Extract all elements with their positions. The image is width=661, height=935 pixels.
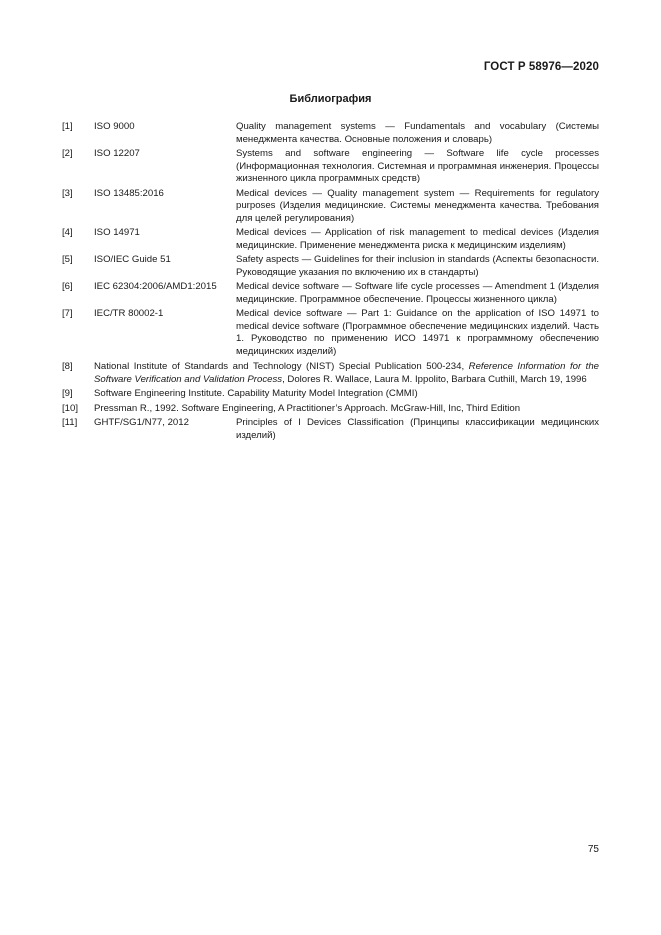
entry-description: Pressman R., 1992. Software Engineering, A Practitioner’s Approach. McGraw-Hill, Inc, Third Edition [94, 402, 521, 414]
bibliography-list [62, 121, 599, 444]
entry-description: Safety aspects — Guidelines for their inclusion in standards (Аспекты безопасности. Руководящие указания по включению их в стандарты) [236, 254, 599, 278]
entry-title-italic: Reference Information for the Software Verification and Validation Process [94, 361, 599, 385]
standard-code: ISO 9000 [94, 121, 135, 132]
bibliography-entry-1 [62, 121, 599, 146]
bibliography-entry-5 [62, 254, 599, 279]
entry-description: Software Engineering Institute. Capability Maturity Model Integration (CMMI) [94, 388, 418, 399]
standard-code: ISO 13485:2016 [94, 187, 164, 199]
standard-code: IEC 62304:2006/AMD1:2015 [94, 281, 217, 292]
entry-description: Quality management systems — Fundamentals and vocabulary (Системы менеджмента качества. Основные положения и словарь) [236, 121, 599, 145]
entry-number: [10] [62, 402, 79, 414]
bibliography-entry-2 [62, 148, 599, 186]
standard-code: GHTF/SG1/N77, 2012 [94, 417, 189, 428]
bibliography-entry-7 [62, 308, 599, 358]
entry-number: [3] [62, 187, 73, 199]
document-code: ГОСТ Р 58976—2020 [483, 61, 599, 73]
entry-description: Principles of I Devices Classification (Принципы классификации медицинских изделий) [236, 417, 599, 441]
entry-number: [6] [62, 281, 73, 292]
entry-description: Medical devices — Application of risk management to medical devices (Изделия медицинские. Применение менеджмента риска к медицинским изделиям) [236, 227, 599, 251]
standard-code: ISO 12207 [94, 148, 140, 159]
entry-number: [5] [62, 254, 73, 265]
bibliography-entry-9 [62, 388, 599, 401]
entry-text-part1: National Institute of Standards and Technology (NIST) Special Publication 500-234, [94, 361, 469, 372]
entry-number: [2] [62, 148, 73, 159]
bibliography-entry-3 [62, 188, 599, 226]
entry-description: Medical device software — Part 1: Guidance on the application of ISO 14971 to medical device software (Программное обеспечение медицинских изделий. Часть 1. Руководство по применению ИСО 14971 к программному обеспечению медицинских изделий) [236, 308, 599, 357]
bibliography-entry-10 [62, 403, 599, 416]
bibliography-entry-11 [62, 417, 599, 442]
bibliography-entry-4 [62, 227, 599, 252]
standard-code: ISO 14971 [94, 227, 140, 238]
entry-number: [11] [62, 417, 78, 428]
entry-description: Systems and software engineering — Software life cycle processes (Информационная технология. Системная и программная инженерия. Процессы жизненного цикла программных средств) [236, 148, 599, 184]
page-number: 75 [587, 844, 599, 855]
entry-number: [8] [62, 361, 73, 372]
standard-code: IEC/TR 80002-1 [94, 308, 164, 319]
entry-number: [7] [62, 308, 73, 319]
section-title: Библиография [289, 93, 372, 105]
entry-text-part2: , Dolores R. Wallace, Laura M. Ippolito, Barbara Cuthill, March 19, 1996 [282, 373, 587, 385]
entry-number: [4] [62, 227, 73, 238]
standard-code: ISO/IEC Guide 51 [94, 254, 171, 265]
entry-description: Medical device software — Software life cycle processes — Amendment 1 (Изделия медицинские. Программное обеспечение. Процессы жизненного цикла) [236, 281, 599, 305]
bibliography-entry-6 [62, 281, 599, 306]
entry-number: [9] [62, 388, 73, 399]
entry-description [94, 361, 599, 386]
entry-description: Medical devices — Quality management system — Requirements for regulatory purposes (Изделия медицинские. Системы менеджмента качества. Требования для целей регулирования) [236, 187, 599, 224]
bibliography-entry-8 [62, 361, 599, 386]
entry-number: [1] [62, 121, 73, 132]
